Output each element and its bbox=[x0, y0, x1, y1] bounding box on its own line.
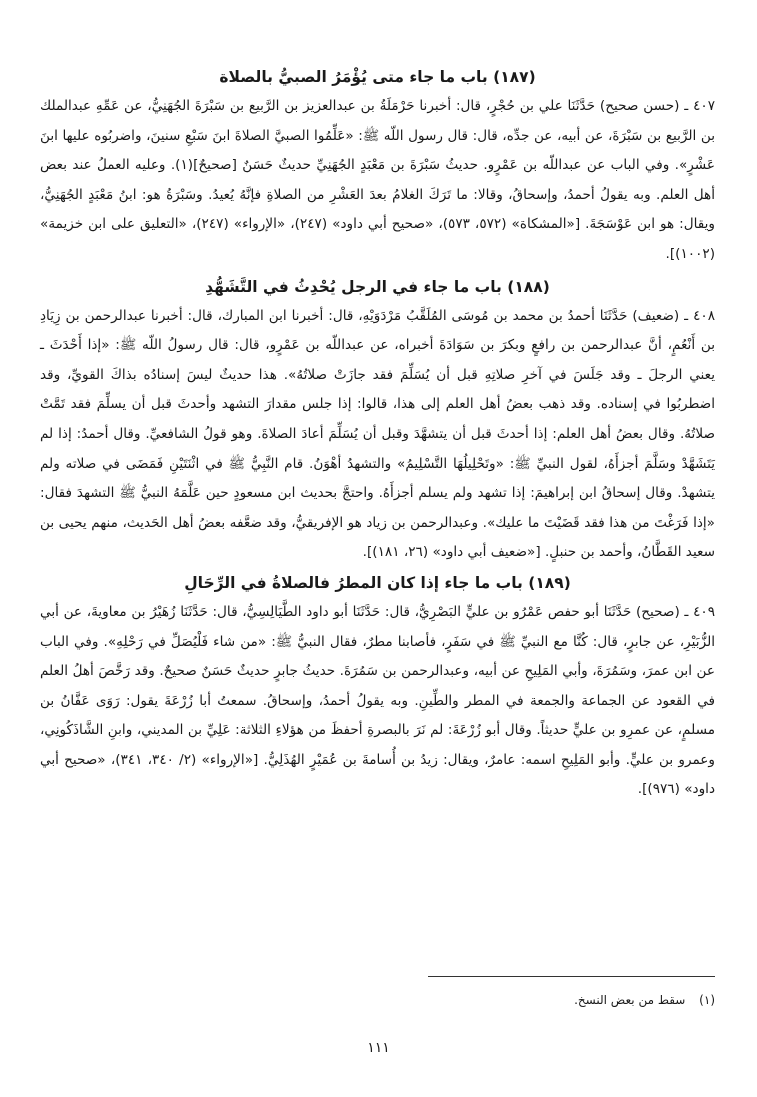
hadith-408-paragraph: ٤٠٨ ـ (ضعيف) حَدَّثَنَا أحمدُ بن محمد بن مُوسَى المُلَقَّبُ مَرْدَوَيْهِ، قال: أخبرنا ابن المبارك، قال: أخبرنا عبدالرحمن بن زِيَادِ بن أَنْعُمٍ، أنَّ عبدالرحمن بن رافعٍ وبكرَ بن سَوَادَةَ أخبراه، عن عبداللّه بن عَمْرٍو، قال: قال رسولُ اللّه ﷺ: «إذا أَحْدَثَ ـ يعني الرجلَ ـ وقد جَلَسَ في آخرِ صلاتِهِ قبل أن يُسَلِّمَ فقد جازَتْ صلاتُهُ». هذا حديثٌ ليسَ إسنادُه بذاكَ القويِّ، وقد اضطربُوا في إسناده. وقد ذهب بعضُ أهل العلم إلى هذا، قالوا: إذا جلس مقدارَ التشهد وأحدثَ قبل أن يسلِّمَ فقد تَمَّتْ صلاتُهُ. وقال بعضُ أهل العلم: إذا أحدثَ قبل أن يتشهَّدَ وقبل أن يُسَلِّمَ أعادَ الصلاةَ. وهو قولُ الشافعيِّ. وقال أحمدُ: إذا لم يَتَشَهَّدْ وسَلَّمَ أجزأَهُ، لقول النبيِّ ﷺ: «وتَحْلِيلُهَا التَّسْلِيمُ» والتشهدُ أهْوَنُ. قام النَّبِيُّ ﷺ في اثْنَتَيْنِ فَمَضَى في صلاته ولم يتشهدْ. وقال إسحاقُ ابن إبراهيمَ: إذا تشهد ولم يسلم أجزأَهُ. واحتجَّ بحديث ابن مسعودٍ حين عَلَّمَهُ النبيُّ ﷺ التشهدَ فقال: «إذا فَرَغْتَ من هذا فقد قَضَيْتَ ما عليك». وعبدالرحمن بن زياد هو الإفريقيُّ، وقد ضعَّفه بعضُ أهل الحَديث، منهم يحيى بن سعيد القَطَّانُ، وأحمد بن حنبلٍ. [«ضعيف أبي داود» (٢٦، ١٨١)]. bbox=[40, 307, 715, 561]
page-body bbox=[40, 62, 715, 805]
chapter-heading-187: (١٨٧) باب ما جاء متى يُؤْمَرُ الصبيُّ بالصلاة bbox=[219, 68, 536, 86]
chapter-heading-188: (١٨٨) باب ما جاء في الرجل يُحْدِثُ في التَّشَهُّدِ bbox=[205, 277, 550, 296]
footnote-text: سقط من بعض النسخ. bbox=[574, 993, 686, 1007]
chapter-heading-189: (١٨٩) باب ما جاء إذا كان المطرُ فالصلاةُ في الرِّحَالِ bbox=[184, 573, 571, 592]
hadith-407-paragraph: ٤٠٧ ـ (حسن صحيح) حَدَّثَنَا علي بن حُجْرٍ، قال: أخبرنا حَرْمَلَةُ بن عبدالعزيز بن الرَّبيع بن سَبْرَةَ الجُهَنِيُّ، عن عَمِّهِ عبدالملك بن الرَّبيع بن سَبْرَةَ، عن أبيه، عن جدِّه، قال: قال رسول اللّه ﷺ: «عَلِّمُوا الصبيَّ الصلاةَ ابنَ سَبْعِ سنينَ، واضربُوه عليها ابنَ عَشْرٍ». وفي الباب عن عبداللّه بن عَمْرٍو. حديثُ سَبْرَةَ بن مَعْبَدٍ الجُهَنِيِّ حديثٌ حَسَنٌ [صحيحٌ](١). وعليه العملُ عند بعض أهل العلم. وبه يقولُ أحمدُ، وإسحاقُ، وقالا: ما تَرَكَ الغلامُ بعدَ العَشْرِ من الصلاةِ فإنَّهُ يُعيدُ. وسَبْرَةُ هو: ابنُ مَعْبَدٍ الجُهَنِيُّ، ويقال: هو ابن عَوْسَجَةَ. [«المشكاة» (٥٧٢، ٥٧٣)، «صحيح أبي داود» (٢٤٧)، «الإرواء» (٢٤٧)، «التعليق على ابن خزيمة» (١٠٠٢)]. bbox=[40, 98, 716, 262]
page-number: ١١١ bbox=[367, 1040, 390, 1056]
hadith-409-paragraph: ٤٠٩ ـ (صحيح) حَدَّثَنَا أبو حفص عَمْرُو بن عليٍّ البَصْرِيُّ، قال: حَدَّثَنَا أبو داود الطَّيَالِسِيُّ، قال: حَدَّثَنَا زُهَيْرُ بن معاويةَ، عن أبي الزُّبَيْرِ، عن جابرٍ، قال: كُنَّا مع النبيِّ ﷺ في سَفَرٍ، فأصابنا مطرٌ، فقال النبيُّ ﷺ: «من شاء فَلْيُصَلِّ في رَحْلِهِ». وفي الباب عن ابن عمرَ، وسَمُرَةَ، وأبي المَلِيحِ عن أبيه، وعبدالرحمن بن سَمُرَةَ. حديثُ جابرٍ حديثٌ حَسَنٌ صحيحٌ. وقد رَخَّصَ أهلُ العلم في القعود عن الجماعة والجمعة في المطر والطِّينِ. وبه يقولُ أحمدُ، وإسحاقُ. سمعتُ أبا زُرْعَةَ يقول: رَوَى عَفَّانُ بن مسلمٍ، عن عمرِو بن عليٍّ حديثاً. وقال أبو زُرْعَةَ: لم نَرَ بالبصرةِ أحفظَ من هؤلاءِ الثلاثة: عَلِيِّ بن المديني، وابنِ الشَّاذَكُونِي، وعمرو بن عليٍّ. وأبو المَلِيحِ اسمه: عامرٌ، ويقال: زيدُ بن أُسامةَ بن عُمَيْرٍ الهُذَلِيُّ. [«الإرواء» (٢/ ٣٤٠، ٣٤١)، «صحيح أبي داود» (٩٧٦)]. bbox=[40, 603, 715, 798]
footnote-divider bbox=[428, 976, 715, 977]
footnote bbox=[385, 990, 715, 1010]
footnote-number: (١) bbox=[699, 993, 715, 1007]
